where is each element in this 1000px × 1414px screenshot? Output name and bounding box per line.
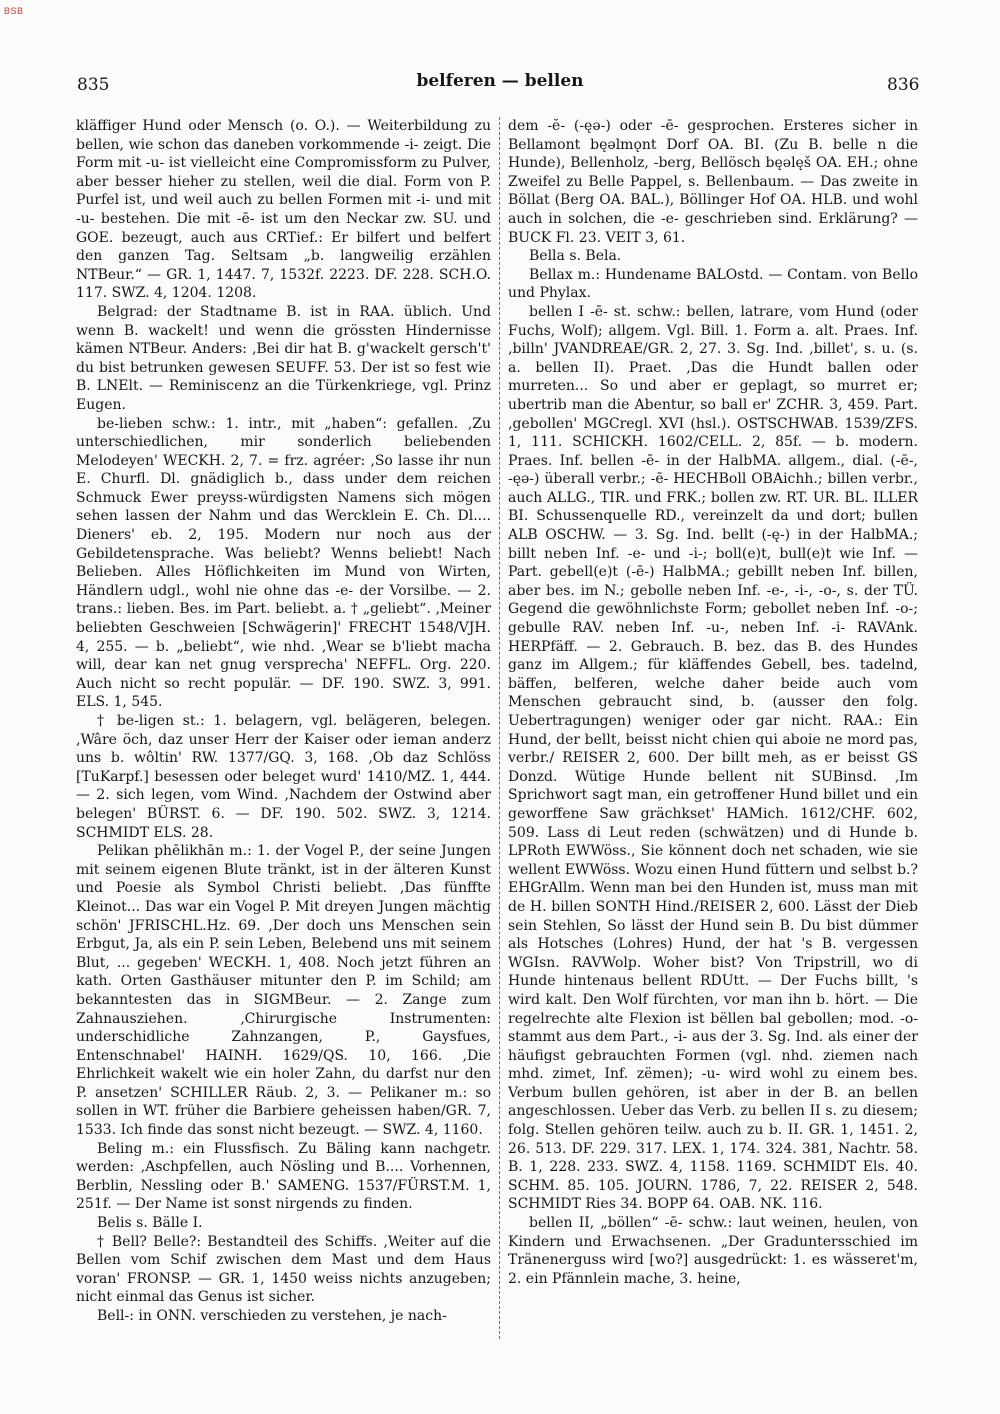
library-stamp: BSB bbox=[4, 6, 24, 16]
running-head: belferen — bellen bbox=[416, 71, 584, 91]
right-column bbox=[508, 117, 918, 1345]
column-divider bbox=[499, 117, 500, 1339]
entry-paragraph: † be-ligen st.: 1. belagern, vgl. belägeren, belegen. ‚Wâre öch, daz unser Herr der Kaiser oder ieman anderz uns b. wôltin' RW. 1377/GQ. 3, 168. ‚Ob daz Schlöss [TuKarpf.] besessen oder beleget wurd' 1410/MZ. 1, 444. — 2. sich legen, vom Wind. ‚Nachdem der Ostwind aber belegen' BÜRST. 6. — DF. 190. 502. SWZ. 3, 1214. SCHMIDT ELS. 28. bbox=[76, 713, 491, 841]
page-number-right: 836 bbox=[887, 75, 920, 95]
entry-paragraph: bellen I -ē- st. schw.: bellen, latrare, vom Hund (oder Fuchs, Wolf); allgem. Vgl. Bill. 1. Form a. alt. Praes. Inf. ‚billn' JVANDREAE/GR. 2, 27. 3. Sg. Ind. ‚billet', s. u. (s. a. bellen II). Praet. ‚Das die Hundt ballen oder murreten... So und aber er geplagt, so murret er; ubertrib man die Abentur, so ball er' ZCHR. 3, 459. Part. ‚gebollen' MGCregl. XVI (hsl.). OSTSCHWAB. 1539/ZFS. 1, 111. SCHICKH. 1602/CELL. 2, 85f. — b. modern. Praes. Inf. bellen -ē- in der HalbMA. allgem., dial. (-ē-, -ęə-) überall verbr.; -ē- HECHBoll OBAichh.; billen verbr., auch ALLG., TIR. und FRK.; bollen zw. RT. UR. BL. ILLER BI. Schussenquelle RD., vereinzelt da und dort; bullen ALB OSCHW. — 3. Sg. Ind. bellt (-ę-) in der HalbMA.; billt neben Inf. -e- und -i-; boll(e)t, bull(e)t wie Inf. — Part. gebell(e)t (-ē-) HalbMA.; gebillt neben Inf. billen, aber bes. im N.; gebolle neben Inf. -e-, -i-, -o-, s. der TÜ. Gegend die gewöhnlichste Form; gebollet neben Inf. -o-; gebulle RAV. neben Inf. -u-, neben Inf. -i- RAVAnk. HERPfäff. — 2. Gebrauch. B. bez. das B. des Hundes ganz im Allgem.; für kläffendes Gebell, bes. tadelnd, bäffen, belferen, welche daher beide auch vom Menschen gebraucht sind, b. (ausser den folg. Uebertragungen) weniger oder gar nicht. RAA.: Ein Hund, der bellt, beisst nicht chien qui aboie ne mord pas, verbr./ REISER 2, 600. Der billt meh, as er beisst GS Donzd. Wütige Hunde bellent nit SUBinsd. ‚Im Sprichwort sagt man, ein getroffener Hund billet und ein geworffene Saw grächkset' HAMich. 1612/CHF. 602, 509. Lass di Leut reden (schwätzen) und di Hunde b. LPRoth EWWöss., Sie könnent doch net schaden, wie sie wellent EWWöss. Wozu einen Hund füttern und selbst b.? EHGrAllm. Wenn man bei den Hunden ist, muss man mit de H. billen SONTH Hind./REISER 2, 600. Lässt der Dieb sein Stehlen, So lässt der Hund sein B. Du bist dümmer als Hotsches (Lohres) Hund, der hat 's B. vergessen WGIsn. RAVWolp. Woher bist? Von Tripstrill, wo di Hunde hintenaus bellent RDUtt. — Der Fuchs billt, 's wird kalt. Den Wolf fürchten, vor man ihn b. hört. — Die regelrechte alte Flexion ist bëllen bal gebollen; mod. -o- stammt aus dem Part., -i- aus der 3. Sg. Ind. als einer der häufigst gebrauchten Formen (vgl. nhd. ziemen nach mhd. zimet, Inf. zëmen); -u- wird wohl zu einem bes. Verbum bullen gehören, ist aber in der B. an bellen angeschlossen. Ueber das Verb. zu bellen II s. zu diesem; folg. Stellen gehören teilw. auch zu b. II. GR. 1, 1451. 2, 26. 513. DF. 229. 317. LEX. 1, 174. 324. 381, Nachtr. 58. B. 1, 228. 233. SWZ. 4, 1158. 1169. SCHMIDT Els. 40. SCHM. 85. 105. JOURN. 1786, 7, 22. REISER 2, 548. SCHMIDT Ries 34. BOPP 64. OAB. NK. 116. bbox=[508, 303, 918, 1213]
entry-paragraph: dem -ĕ- (-ęə-) oder -ē- gesprochen. Ersteres sicher in Bellamont bęəlmǫnt Dorf OA. BI. (Zu B. belle n die Hunde), Bellenholz, -berg, Bellösch bęəlęš OA. EH.; ohne Zweifel zu Belle Pappel, s. Bellenbaum. — Das zweite in Böllat (Berg OA. BAL.), Böllinger Hof OA. HLB. und wohl auch in solchen, die -e- geschrieben sind. Erklärung? — BUCK Fl. 23. VEIT 3, 61. bbox=[508, 118, 918, 246]
entry-paragraph: Bella s. Bela. bbox=[529, 248, 622, 265]
entry-paragraph: Beling m.: ein Flussfisch. Zu Bäling kann nachgetr. werden: ‚Aschpfellen, auch Nösling und B.... Vorhennen, Berblin, Nessling oder B.' SAMENG. 1537/FÜRST.M. 1, 251f. — Der Name ist sonst nirgends zu finden. bbox=[76, 1140, 491, 1213]
left-column bbox=[76, 117, 491, 1345]
entry-paragraph: kläffiger Hund oder Mensch (o. O.). — Weiterbildung zu bellen, wie schon das daneben vorkommende -i- zeigt. Die Form mit -u- ist vielleicht eine Compromissform zu Pulver, aber besser hieher zu stellen, weil die dial. Form von P. Purfel ist, und weil auch zu bellen Formen mit -i- und mit -u- bestehen. Die mit -ē- ist um den Neckar zw. SU. und GOE. bezeugt, auch aus CRTief.: Er bilfert und belfert den ganzen Tag. Seltsam „b. langweilig erzählen NTBeur.“ — GR. 1, 1447. 7, 1532f. 2223. DF. 228. SCH.O. 117. SWZ. 4, 1204. 1208. bbox=[76, 118, 491, 302]
entry-paragraph: be-lieben schw.: 1. intr., mit „haben“: gefallen. ‚Zu unterschiedlichen, mir sonderlich beliebenden Melodeyen' WECKH. 2, 7. = frz. agréer: ‚So lasse ihr nun E. Churfl. Dl. gnädiglich b., dass under dem reichen Schmuck Ewer preyss-würdigsten Namens sich mögen sehen lassen der Nahm und das Wercklein E. Ch. Dl.... Dieners' eb. 2, 195. Modern nur noch aus der Gebildetensprache. Was beliebt? Wenns beliebt! Nach Belieben. Alles Höflichkeiten im Mund von Wirten, Händlern udgl., wohl nie ohne das -e- der Vorsilbe. — 2. trans.: lieben. Bes. im Part. beliebt. a. † „geliebt“. ‚Meiner beliebten Geschweien [Schwägerin]' FRECHT 1548/VJH. 4, 255. — b. „beliebt“, wie nhd. ‚Wear se b'liebt macha will, dear kan net gnug versprecha' NEFFL. Org. 220. Auch nicht so recht populär. — DF. 190. SWZ. 3, 991. ELS. 1, 545. bbox=[76, 415, 491, 711]
entry-paragraph: bellen II, „böllen“ -ē- schw.: laut weinen, heulen, von Kindern und Erwachsenen. „Der Graduntersschied im Tränenerguss wird [wo?] ausgedrückt: 1. es wässeret'm, 2. ein Pfännlein mache, 3. heine, bbox=[508, 1215, 918, 1287]
entry-paragraph: Bell-: in ONN. verschieden zu verstehen, je nach- bbox=[97, 1308, 447, 1324]
entry-paragraph: † Bell? Belle?: Bestandteil des Schiffs. ‚Weiter auf die Bellen vom Schif zwischen dem Mast und dem Haus voran' FRONSP. — GR. 1, 1450 weiss nichts anzugeben; nicht einmal das Genus ist sicher. bbox=[76, 1233, 491, 1306]
entry-paragraph: Bellax m.: Hundename BALOstd. — Contam. von Bello und Phylax. bbox=[508, 266, 918, 302]
entry-paragraph: Belgrad: der Stadtname B. ist in RAA. üblich. Und wenn B. wackelt! und wenn die grössten Hindernisse kämen NTBeur. Anders: ‚Bei dir hat B. g'wackelt gersch't' du bist betrunken gewesen SEUFF. 53. Der ist so fest wie B. LNElt. — Reminiscenz an die Türkenkriege, vgl. Prinz Eugen. bbox=[76, 303, 491, 413]
page-number-left: 835 bbox=[77, 75, 110, 95]
entry-paragraph: Pelikan phēlikhān m.: 1. der Vogel P., der seine Jungen mit seinem eigenen Blute tränkt, ist in der älteren Kunst und Poesie als Symbol Christi beliebt. ‚Das fünffte Kleinot... Das war ein Vogel P. Mit dreyen Jungen mächtig schön' JFRISCHL.Hz. 69. ‚Der doch uns Menschen sein Erbgut, Ja, als ein P. sein Leben, Belebend uns mit seinem Blut, ... gegeben' WECKH. 1, 408. Noch jetzt führen an kath. Orten Gasthäuser mitunter den P. im Schild; am bekanntesten das in SIGMBeur. — 2. Zange zum Zahnausziehen. ‚Chirurgische Instrumenten: underschidliche Zahnzangen, P., Gaysfues, Entenschnabel' HAINH. 1629/QS. 10, 166. ‚Die Ehrlichkeit wakelt wie ein holer Zahn, du darfst nur den P. ansetzen' SCHILLER Räub. 2, 3. — Pelikaner m.: so sollen in WT. früher die Barbiere geheissen haben/GR. 7, 1533. Ich finde das sonst nicht bezeugt. — SWZ. 4, 1160. bbox=[76, 843, 491, 1139]
entry-paragraph: Belis s. Bälle I. bbox=[97, 1215, 203, 1232]
